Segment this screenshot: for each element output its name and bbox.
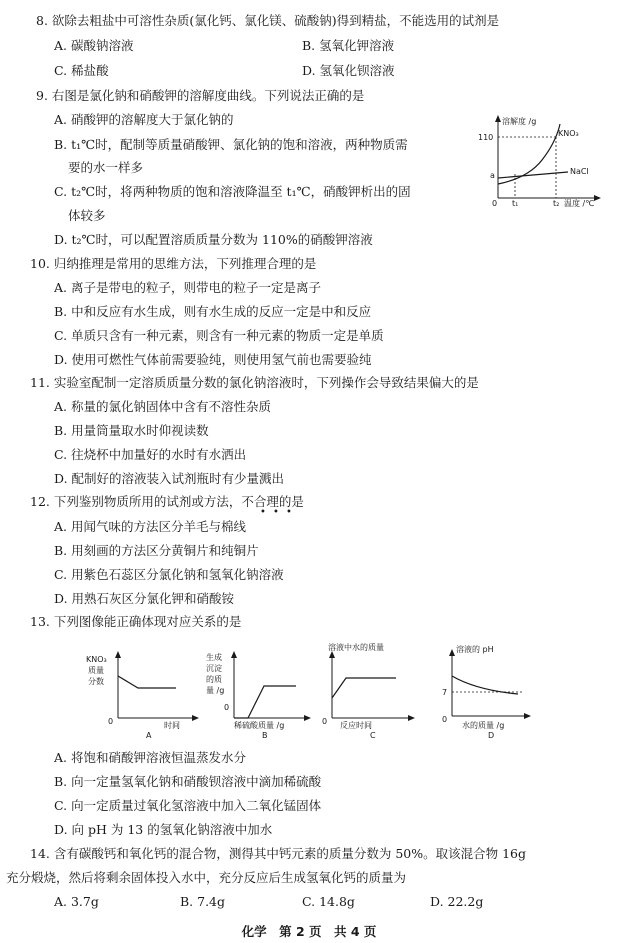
q9-nacl-label: NaCl [570, 167, 589, 176]
graph-a-origin: 0 [108, 717, 114, 726]
graph-c-caption: C [370, 731, 376, 740]
graph-b-xlabel: 稀硫酸质量 /g [234, 721, 285, 730]
graph-d-xlabel: 水的质量 /g [462, 721, 505, 730]
q8-option-d: D. 氢氧化钡溶液 [302, 63, 395, 78]
emphasis-dot: • [273, 507, 279, 518]
graph-c-ylabel: 溶液中水的质量 [328, 643, 384, 652]
graph-d-origin: 0 [442, 715, 448, 724]
q9-option-b-line1: B. t₁℃时，配制等质量硝酸钾、氯化钠的饱和溶液，两种物质需 [54, 137, 408, 152]
q9-t2-label: t₂ [553, 199, 560, 208]
q13-graph-a [84, 648, 202, 740]
q13-option-b: B. 向一定量氢氧化钠和硝酸钡溶液中滴加稀硫酸 [54, 774, 322, 789]
q14-option-c: C. 14.8g [302, 894, 355, 909]
q11-option-b: B. 用量筒量取水时仰视读数 [54, 423, 209, 438]
q10-stem: 10. 归纳推理是常用的思维方法，下列推理合理的是 [30, 256, 317, 271]
q12-option-c: C. 用紫色石蕊区分氯化钠和氢氧化钠溶液 [54, 567, 284, 582]
page-footer: 化学 第 2 页 共 4 页 [241, 924, 377, 939]
q8-stem: 8. 欲除去粗盐中可溶性杂质(氯化钙、氯化镁、硫酸钠)得到精盐，不能选用的试剂是 [36, 13, 500, 28]
graph-d-seven-label: 7 [442, 688, 448, 697]
q9-option-c-line1: C. t₂℃时，将两种物质的饱和溶液降温至 t₁℃，硝酸钾析出的固 [54, 184, 411, 199]
q10-option-a: A. 离子是带电的粒子，则带电的粒子一定是离子 [54, 280, 321, 295]
q13-option-a: A. 将饱和硝酸钾溶液恒温蒸发水分 [54, 750, 246, 765]
q14-option-b: B. 7.4g [180, 894, 226, 909]
graph-b-x-arrow [304, 715, 311, 721]
q9-option-b-line2: 要的水一样多 [68, 160, 144, 175]
graph-a-ylabel-1: KNO₃ [86, 655, 107, 664]
emphasis-dot: • [286, 507, 292, 518]
q8-option-c: C. 稀盐酸 [54, 63, 109, 78]
q9-a-label: a [490, 171, 495, 180]
graph-d-x-arrow [524, 713, 531, 719]
q13-graph-d [432, 640, 532, 740]
graph-d-caption: D [488, 731, 495, 740]
emphasis-dot: • [260, 507, 266, 518]
graph-a-y-arrow [115, 651, 121, 658]
q14-option-d: D. 22.2g [430, 894, 484, 909]
q11-option-a: A. 称量的氯化钠固体中含有不溶性杂质 [54, 399, 271, 414]
graph-c-y-arrow [329, 651, 335, 658]
q9-y-arrow [495, 115, 501, 122]
q12-stem: 12. 下列鉴别物质所用的试剂或方法，不合理的是 [30, 494, 304, 509]
graph-b-ylabel-3: 的质 [206, 675, 222, 684]
graph-a-curve [118, 676, 176, 688]
q14-stem-line2: 充分煅烧，然后将剩余固体投入水中，充分反应后生成氢氧化钙的质量为 [6, 870, 407, 885]
q14-option-a: A. 3.7g [54, 894, 99, 909]
q12-option-b: B. 用刻画的方法区分黄铜片和纯铜片 [54, 543, 259, 558]
q9-x-arrow [594, 195, 601, 201]
q9-t1-label: t₁ [512, 199, 519, 208]
q11-option-d: D. 配制好的溶液装入试剂瓶时有少量溅出 [54, 471, 285, 486]
graph-c-origin: 0 [322, 717, 328, 726]
graph-c-curve [332, 678, 396, 698]
graph-c-x-arrow [408, 715, 415, 721]
q8-option-a: A. 碳酸钠溶液 [54, 38, 134, 53]
q12-option-a: A. 用闻气味的方法区分羊毛与棉线 [54, 519, 246, 534]
graph-b-caption: B [262, 731, 268, 740]
graph-a-xlabel: 时间 [164, 721, 180, 730]
q9-nacl-curve [498, 172, 568, 178]
q9-solubility-graph [470, 112, 612, 208]
q13-graph-b [204, 648, 314, 740]
q9-option-c-line2: 体较多 [68, 208, 106, 223]
graph-b-ylabel-4: 量 /g [206, 686, 225, 695]
q11-option-c: C. 往烧杯中加量好的水时有水洒出 [54, 447, 247, 462]
q9-option-d: D. t₂℃时，可以配置溶质质量分数为 110%的硝酸钾溶液 [54, 232, 373, 247]
q11-stem: 11. 实验室配制一定溶质质量分数的氯化钠溶液时，下列操作会导致结果偏大的是 [30, 375, 479, 390]
graph-b-origin: 0 [224, 703, 230, 712]
q10-option-d: D. 使用可燃性气体前需要验纯，则使用氢气前也需要验纯 [54, 352, 372, 367]
graph-c-xlabel: 反应时间 [340, 721, 372, 730]
graph-d-ylabel: 溶液的 pH [456, 645, 494, 654]
graph-d-curve [452, 676, 518, 694]
q13-option-c: C. 向一定质量过氧化氢溶液中加入二氧化锰固体 [54, 798, 322, 813]
q9-option-a: A. 硝酸钾的溶解度大于氯化钠的 [54, 112, 234, 127]
graph-d-y-arrow [449, 649, 455, 656]
q10-option-b: B. 中和反应有水生成，则有水生成的反应一定是中和反应 [54, 304, 372, 319]
q13-stem: 13. 下列图像能正确体现对应关系的是 [30, 614, 242, 629]
q9-xlabel: 温度 /℃ [564, 199, 595, 208]
q8-option-b: B. 氢氧化钾溶液 [302, 38, 395, 53]
q12-option-d: D. 用熟石灰区分氯化钾和硝酸铵 [54, 591, 235, 606]
q9-y110-label: 110 [478, 133, 494, 142]
q9-stem: 9. 右图是氯化钠和硝酸钾的溶解度曲线。下列说法正确的是 [36, 88, 365, 103]
graph-a-caption: A [146, 731, 152, 740]
graph-b-curve [234, 686, 296, 718]
q9-kno3-label: KNO₃ [558, 129, 579, 138]
graph-a-ylabel-2: 质量 [88, 666, 104, 675]
q9-ylabel: 溶解度 /g [502, 117, 537, 126]
graph-a-ylabel-3: 分数 [88, 677, 104, 686]
graph-b-ylabel-2: 沉淀 [206, 664, 222, 673]
q10-option-c: C. 单质只含有一种元素，则含有一种元素的物质一定是单质 [54, 328, 384, 343]
graph-b-ylabel-1: 生成 [206, 653, 222, 662]
q14-stem-line1: 14. 含有碳酸钙和氧化钙的混合物，测得其中钙元素的质量分数为 50%。取该混合物 16g [30, 846, 526, 861]
q13-graph-c [318, 640, 418, 740]
graph-a-x-arrow [192, 715, 199, 721]
q9-origin: 0 [492, 199, 498, 208]
graph-b-y-arrow [231, 651, 237, 658]
q13-option-d: D. 向 pH 为 13 的氢氧化钠溶液中加水 [54, 822, 273, 837]
